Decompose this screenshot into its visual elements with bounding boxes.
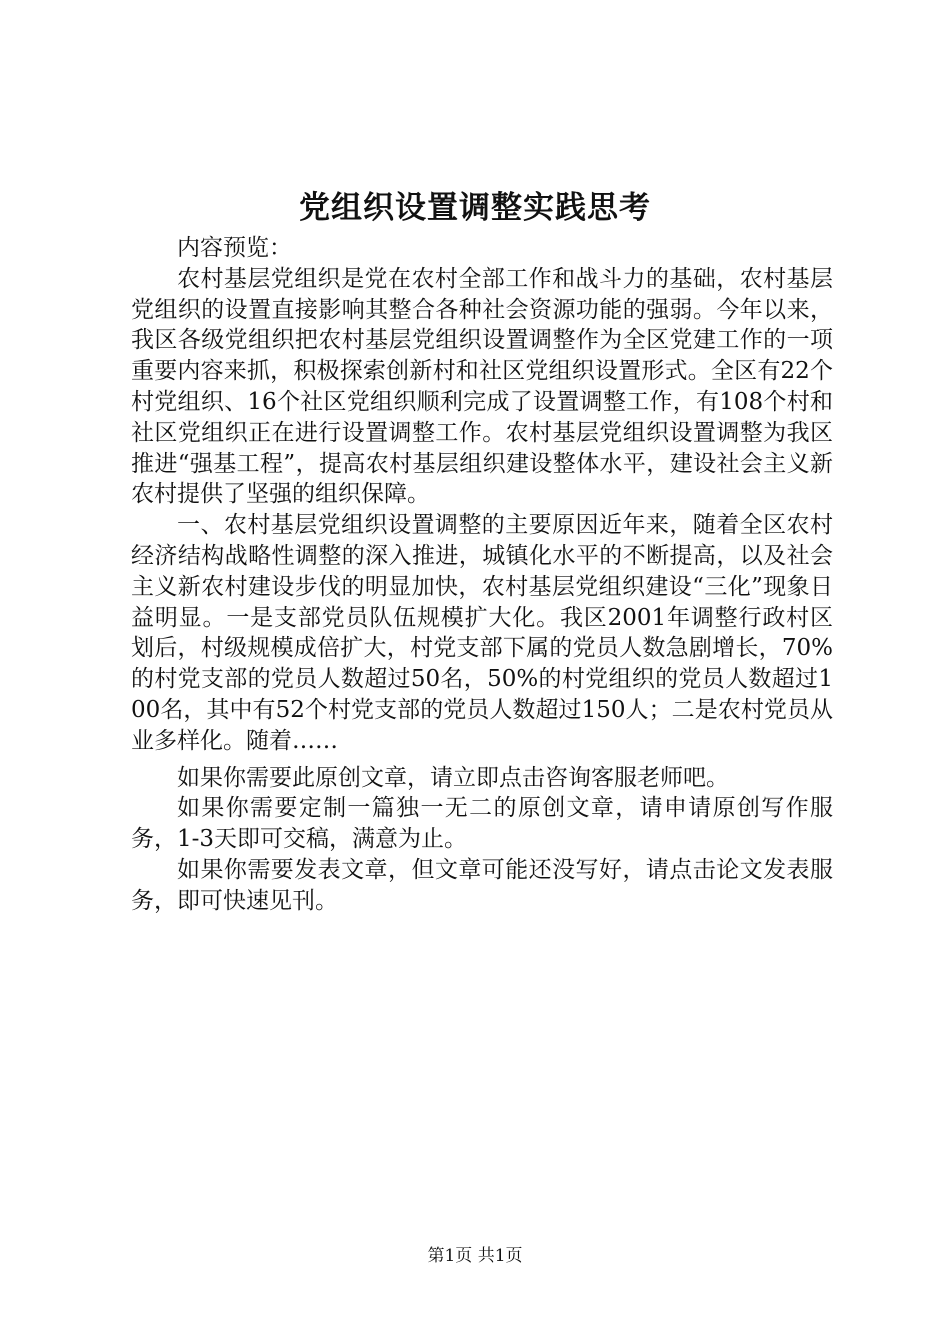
page-footer: 第1页 共1页 <box>427 1246 523 1266</box>
section-one-paragraph: 一、农村基层党组织设置调整的主要原因近年来，随着全区农村经济结构战略性调整的深入推进，城镇化水平的不断提高，以及社会主义新农村建设步伐的明显加快，农村基层党组织建设“三化”现象日益明显。一是支部党员队伍规模扩大化。我区2001年调整行政村区划后，村级规模成倍扩大，村党支部下属的党员人数急剧增长，70%的村党支部的党员人数超过50名，50%的村党组织的党员人数超过100名，其中有52个村党支部的党员人数超过150人；二是农村党员从业多样化。随着…… <box>131 512 833 754</box>
consult-link-paragraph[interactable]: 如果你需要此原创文章，请立即点击咨询客服老师吧。 <box>177 764 729 791</box>
document-body <box>131 233 833 917</box>
preview-label: 内容预览： <box>177 235 292 261</box>
custom-writing-paragraph[interactable]: 如果你需要定制一篇独一无二的原创文章，请申请原创写作服务，1-3天即可交稿，满意为止。 <box>131 795 833 853</box>
intro-paragraph: 农村基层党组织是党在农村全部工作和战斗力的基础，农村基层党组织的设置直接影响其整合各种社会资源功能的强弱。今年以来，我区各级党组织把农村基层党组织设置调整作为全区党建工作的一项重要内容来抓，积极探索创新村和社区党组织设置形式。全区有22个村党组织、16个社区党组织顺利完成了设置调整工作，有108个村和社区党组织正在进行设置调整工作。农村基层党组织设置调整为我区推进“强基工程”，提高农村基层组织建设整体水平，建设社会主义新农村提供了坚强的组织保障。 <box>131 265 833 508</box>
publication-service-paragraph[interactable]: 如果你需要发表文章，但文章可能还没写好，请点击论文发表服务，即可快速见刊。 <box>131 856 833 914</box>
document-title: 党组织设置调整实践思考 <box>299 190 651 226</box>
